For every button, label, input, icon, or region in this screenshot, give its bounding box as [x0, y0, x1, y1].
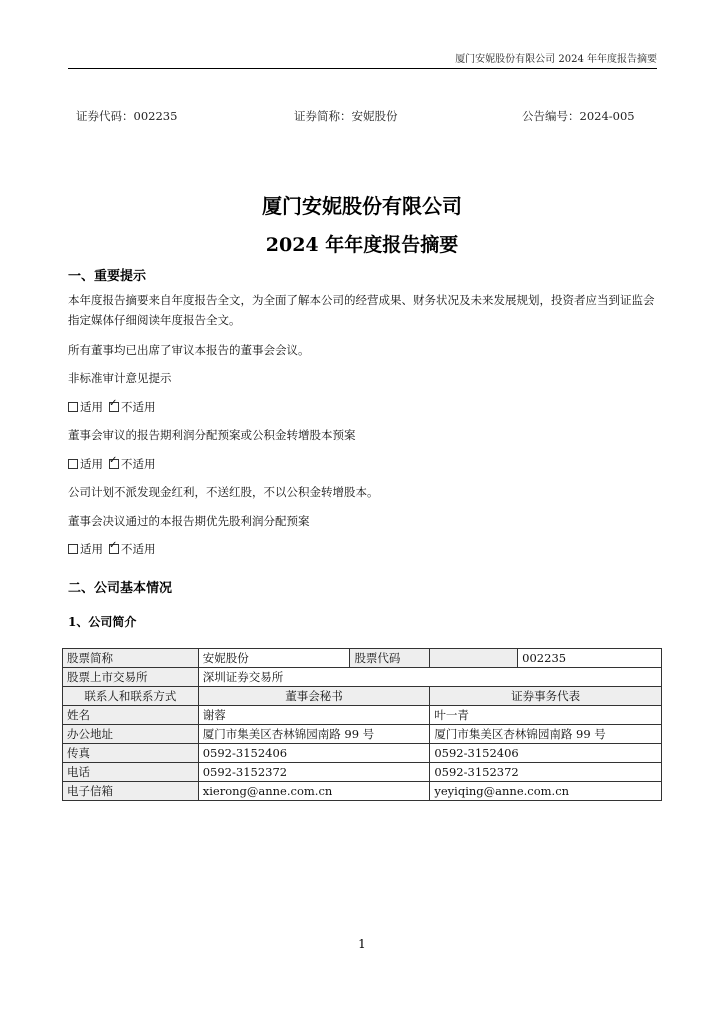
exchange-label: 股票上市交易所 — [63, 668, 199, 687]
checked-box-icon — [109, 402, 119, 412]
unchecked-box-icon — [68, 544, 78, 554]
table-row — [63, 725, 662, 744]
announcement-number: 公告编号：2024-005 — [522, 109, 635, 123]
checked-box-icon — [109, 544, 119, 554]
preferred-stock-prompt: 董事会决议通过的本报告期优先股利润分配预案 — [68, 514, 310, 528]
secretary-email[interactable]: xierong@anne.com.cn — [198, 782, 430, 801]
company-profile-heading: 1、公司简介 — [68, 615, 137, 629]
table-row — [63, 649, 662, 668]
page-number: 1 — [358, 937, 366, 951]
section-2-heading: 二、公司基本情况 — [68, 581, 173, 596]
section-1-heading: 一、重要提示 — [68, 269, 147, 284]
table-row — [63, 687, 662, 706]
table-row — [63, 706, 662, 725]
table-row — [63, 782, 662, 801]
row-label: 办公地址 — [63, 725, 199, 744]
representative-column-header: 证券事务代表 — [430, 687, 662, 706]
intro-paragraph: 本年度报告摘要来自年度报告全文，为全面了解本公司的经营成果、财务状况及未来发展规划，投资者应当到证监会指定媒体仔细阅读年度报告全文。 — [68, 293, 655, 327]
representative-fax: 0592-3152406 — [430, 744, 662, 763]
unchecked-box-icon — [68, 459, 78, 469]
dividend-plan-text: 公司计划不派发现金红利，不送红股，不以公积金转增股本。 — [68, 485, 379, 499]
report-title: 2024 年年度报告摘要 — [265, 234, 459, 256]
company-profile-table — [62, 648, 662, 801]
stock-abbr-value: 安妮股份 — [198, 649, 350, 668]
secretary-column-header: 董事会秘书 — [198, 687, 430, 706]
securities-code: 证券代码：002235 — [76, 109, 178, 123]
preferred-stock-options: 适用✓ 不适用 — [68, 541, 156, 557]
table-row — [63, 763, 662, 782]
checked-box-icon — [109, 459, 119, 469]
representative-phone: 0592-3152372 — [430, 763, 662, 782]
unchecked-box-icon — [68, 402, 78, 412]
row-label: 电话 — [63, 763, 199, 782]
profit-distribution-prompt: 董事会审议的报告期利润分配预案或公积金转增股本预案 — [68, 428, 356, 442]
row-label: 传真 — [63, 744, 199, 763]
representative-address: 厦门市集美区杏林锦园南路 99 号 — [430, 725, 662, 744]
table-row — [63, 744, 662, 763]
secretary-phone: 0592-3152372 — [198, 763, 430, 782]
contact-header: 联系人和联系方式 — [63, 687, 199, 706]
spacer-cell — [430, 649, 518, 668]
secretary-name: 谢蓉 — [198, 706, 430, 725]
securities-short-name: 证券简称：安妮股份 — [294, 109, 398, 123]
table-row — [63, 668, 662, 687]
row-label: 姓名 — [63, 706, 199, 725]
stock-abbr-label: 股票简称 — [63, 649, 199, 668]
running-header: 厦门安妮股份有限公司 2024 年年度报告摘要 — [455, 54, 657, 65]
representative-email[interactable]: yeyiqing@anne.com.cn — [430, 782, 662, 801]
audit-opinion-prompt: 非标准审计意见提示 — [68, 371, 172, 385]
board-attendance-text: 所有董事均已出席了审议本报告的董事会会议。 — [68, 343, 310, 357]
stock-code-label: 股票代码 — [350, 649, 430, 668]
audit-opinion-options: 适用✓ 不适用 — [68, 399, 156, 415]
profit-distribution-options: 适用✓ 不适用 — [68, 456, 156, 472]
row-label: 电子信箱 — [63, 782, 199, 801]
exchange-value: 深圳证券交易所 — [198, 668, 661, 687]
secretary-address: 厦门市集美区杏林锦园南路 99 号 — [198, 725, 430, 744]
stock-code-value: 002235 — [518, 649, 662, 668]
secretary-fax: 0592-3152406 — [198, 744, 430, 763]
company-title: 厦门安妮股份有限公司 — [262, 194, 462, 218]
representative-name: 叶一青 — [430, 706, 662, 725]
header-rule — [68, 68, 657, 69]
